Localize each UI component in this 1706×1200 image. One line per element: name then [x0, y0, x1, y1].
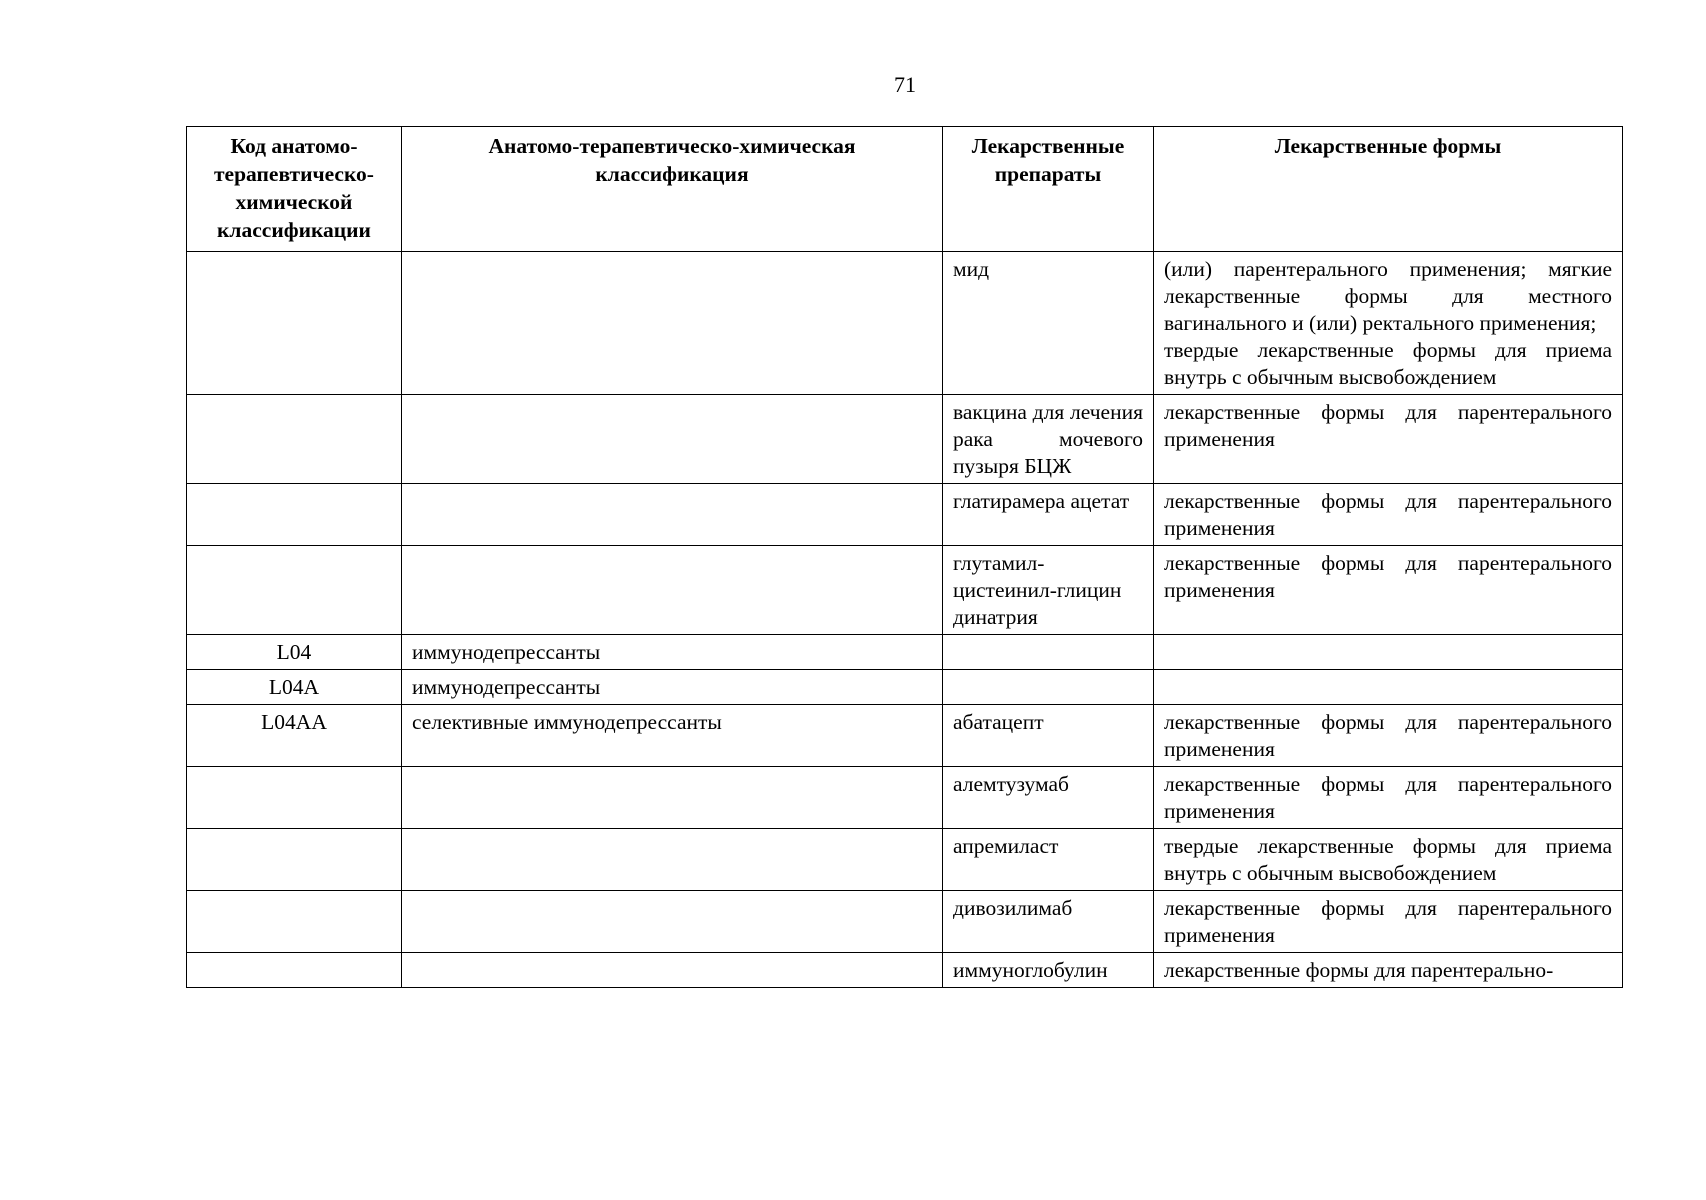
atc-classification-cell — [402, 252, 943, 395]
atc-classification-cell: селективные иммунодепрессанты — [402, 705, 943, 767]
medicine-name-cell — [943, 670, 1154, 705]
header-dosage-forms: Лекарственные формы — [1154, 127, 1623, 252]
atc-classification-cell — [402, 767, 943, 829]
dosage-forms-cell: твердые лекарственные формы для приема внутрь с обычным высвобождением — [1154, 829, 1623, 891]
dosage-forms-cell: лекарственные формы для парентерального применения — [1154, 484, 1623, 546]
atc-classification-cell — [402, 546, 943, 635]
dosage-forms-cell: лекарственные формы для парентерального применения — [1154, 767, 1623, 829]
atc-classification-cell — [402, 395, 943, 484]
atc-code-cell: L04 — [187, 635, 402, 670]
table-row — [187, 670, 1623, 705]
table-row — [187, 484, 1623, 546]
atc-classification-cell: иммунодепрессанты — [402, 670, 943, 705]
medicine-name-cell: вакцина для лечения рака мочевого пузыря БЦЖ — [943, 395, 1154, 484]
table-body — [187, 252, 1623, 988]
medicine-name-cell: дивозилимаб — [943, 891, 1154, 953]
atc-code-cell — [187, 546, 402, 635]
table-header-row — [187, 127, 1623, 252]
atc-code-cell — [187, 484, 402, 546]
page-number: 71 — [894, 72, 916, 97]
atc-classification-cell — [402, 829, 943, 891]
table-row — [187, 705, 1623, 767]
table-row — [187, 395, 1623, 484]
medicine-name-cell: апремиласт — [943, 829, 1154, 891]
atc-code-cell: L04AA — [187, 705, 402, 767]
medicine-name-cell: иммуноглобулин — [943, 953, 1154, 988]
table-row — [187, 953, 1623, 988]
medicine-name-cell: мид — [943, 252, 1154, 395]
medicine-name-cell: алемтузумаб — [943, 767, 1154, 829]
atc-classification-cell — [402, 484, 943, 546]
atc-classification-cell — [402, 891, 943, 953]
atc-code-cell — [187, 767, 402, 829]
header-atc-classification: Анатомо-терапевтическо-химическая классификация — [402, 127, 943, 252]
atc-code-cell — [187, 953, 402, 988]
atc-classification-cell: иммунодепрессанты — [402, 635, 943, 670]
medicine-name-cell: абатацепт — [943, 705, 1154, 767]
table-row — [187, 891, 1623, 953]
table-row — [187, 767, 1623, 829]
dosage-forms-cell: лекарственные формы для парентерального применения — [1154, 546, 1623, 635]
medicine-name-cell: глутамил-цистеинил-глицин динатрия — [943, 546, 1154, 635]
dosage-forms-cell — [1154, 670, 1623, 705]
dosage-forms-cell: лекарственные формы для парентерально- — [1154, 953, 1623, 988]
dosage-forms-cell: лекарственные формы для парентерального применения — [1154, 705, 1623, 767]
dosage-forms-cell: лекарственные формы для парентерального применения — [1154, 395, 1623, 484]
atc-medicines-table — [186, 126, 1623, 988]
dosage-forms-cell: (или) парентерального применения; мягкие лекарственные формы для местного вагинального и (или) ректального применения; твердые лекарственные формы для приема внутрь с обычным высвобождением — [1154, 252, 1623, 395]
table-row — [187, 546, 1623, 635]
atc-code-cell — [187, 829, 402, 891]
atc-code-cell — [187, 395, 402, 484]
table-row — [187, 635, 1623, 670]
header-medicines: Лекарственные препараты — [943, 127, 1154, 252]
dosage-forms-cell: лекарственные формы для парентерального применения — [1154, 891, 1623, 953]
table-row — [187, 829, 1623, 891]
atc-code-cell — [187, 891, 402, 953]
atc-classification-cell — [402, 953, 943, 988]
dosage-forms-cell — [1154, 635, 1623, 670]
medicine-name-cell: глатирамера ацетат — [943, 484, 1154, 546]
atc-code-cell — [187, 252, 402, 395]
table-row — [187, 252, 1623, 395]
medicine-name-cell — [943, 635, 1154, 670]
atc-code-cell: L04A — [187, 670, 402, 705]
header-atc-code: Код анатомо-терапевтическо-химической классификации — [187, 127, 402, 252]
